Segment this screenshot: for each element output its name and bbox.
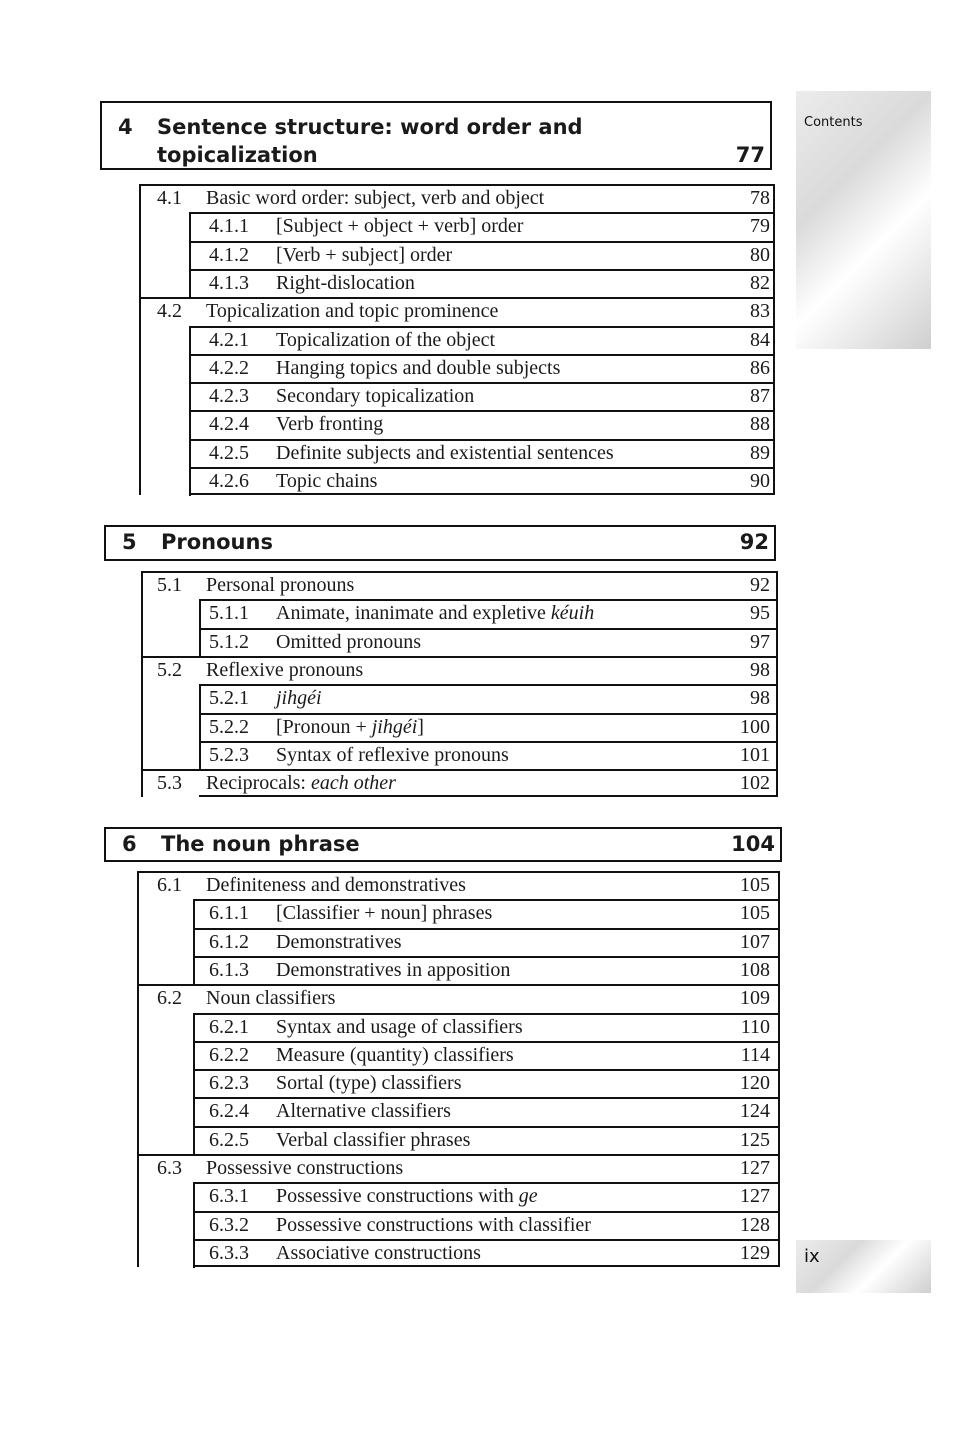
subsection-row[interactable]	[0, 713, 960, 742]
section-row[interactable]	[0, 184, 960, 213]
title-prefix: Animate, inanimate and expletive	[276, 602, 551, 625]
subsection-number: 4.2.1	[209, 328, 249, 351]
entries-right-rule	[776, 571, 778, 797]
subsection-number: 5.1.1	[209, 602, 249, 625]
section-page: 92	[750, 574, 770, 596]
subsection-title: Secondary topicalization	[276, 385, 475, 408]
subsection-title: Syntax of reflexive pronouns	[276, 743, 509, 766]
subsection-page: 98	[750, 687, 770, 710]
subsection-number: 6.2.5	[209, 1128, 249, 1151]
chapter-number: 5	[122, 530, 137, 554]
subsection-title: Measure (quantity) classifiers	[276, 1043, 514, 1066]
subsection-row[interactable]	[0, 599, 960, 628]
subsection-number: 6.3.3	[209, 1241, 249, 1264]
chapter-title: Pronouns	[161, 530, 273, 554]
chapter-title-line-2: topicalization	[157, 143, 318, 167]
section-title: Reflexive pronouns	[206, 658, 364, 681]
subsection-row[interactable]	[0, 1182, 960, 1211]
subsection-row[interactable]	[0, 326, 960, 355]
section-row[interactable]	[0, 984, 960, 1013]
subsection-page: 100	[740, 715, 770, 738]
section-page: 109	[740, 987, 770, 1010]
section-title: Basic word order: subject, verb and object	[206, 187, 545, 209]
entries-bottom-rule	[199, 795, 778, 797]
subsection-page: 82	[750, 271, 770, 294]
subsection-row[interactable]	[0, 628, 960, 657]
subsection-page: 84	[750, 328, 770, 351]
subsection-number: 6.2.1	[209, 1015, 249, 1038]
subsection-page: 101	[740, 743, 770, 766]
chapter-page: 77	[735, 143, 765, 167]
entries-bottom-rule	[193, 1265, 780, 1267]
section-row[interactable]	[0, 571, 960, 600]
subsection-page: 89	[750, 441, 770, 464]
entries-bottom-rule	[189, 493, 775, 495]
subsection-number: 6.1.3	[209, 958, 249, 981]
subsection-title: Syntax and usage of classifiers	[276, 1015, 523, 1038]
subsection-page: 105	[740, 902, 770, 925]
subsection-number: 6.2.2	[209, 1043, 249, 1066]
title-italic: ge	[518, 1185, 538, 1208]
subsection-row[interactable]	[0, 241, 960, 270]
section-number: 4.1	[157, 187, 182, 209]
subsection-number: 6.2.4	[209, 1100, 249, 1123]
section-left-rule	[141, 571, 143, 797]
section-number: 6.3	[157, 1157, 182, 1179]
subsection-page: 128	[740, 1213, 770, 1236]
subsection-page: 120	[740, 1072, 770, 1095]
subsection-number: 5.2.2	[209, 715, 249, 738]
section-title: Topicalization and topic prominence	[206, 300, 499, 323]
subsection-row[interactable]	[0, 956, 960, 985]
section-title: Personal pronouns	[206, 574, 355, 596]
contents-label: Contents	[804, 115, 863, 130]
subsection-page: 97	[750, 630, 770, 653]
subsection-title: Verbal classifier phrases	[276, 1128, 471, 1151]
section-row[interactable]	[0, 871, 960, 900]
subsection-number: 6.2.3	[209, 1072, 249, 1095]
section-left-rule	[137, 871, 139, 1267]
subsection-number: 4.2.5	[209, 441, 249, 464]
subsection-row[interactable]	[0, 1097, 960, 1126]
section-row[interactable]	[0, 1154, 960, 1183]
subsection-page: 80	[750, 243, 770, 266]
title-suffix: ]	[417, 715, 424, 738]
subsection-row[interactable]	[0, 1211, 960, 1240]
chapter-number: 4	[118, 115, 133, 139]
section-number: 6.1	[157, 874, 182, 896]
title-italic: kéuih	[550, 602, 595, 625]
subsection-title	[276, 715, 424, 739]
section-number: 5.1	[157, 574, 182, 596]
subsection-title	[276, 601, 594, 625]
subsection-page: 90	[750, 470, 770, 492]
chapter-title-line-1: Sentence structure: word order and	[157, 115, 583, 139]
subsection-title: Topic chains	[276, 470, 378, 492]
section-page: 127	[740, 1157, 770, 1179]
subsection-number: 4.2.6	[209, 470, 249, 492]
subsection-title: Alternative classifiers	[276, 1100, 451, 1123]
section-page: 83	[750, 300, 770, 323]
subsection-page: 95	[750, 602, 770, 625]
chapter-page: 104	[731, 832, 775, 856]
subsection-title: Right-dislocation	[276, 271, 415, 294]
title-italic: jihgéi	[371, 715, 418, 738]
subsection-title: [Verb + subject] order	[276, 243, 453, 266]
section-number: 6.2	[157, 987, 182, 1010]
chapter-heading[interactable]	[104, 827, 782, 862]
subsection-row[interactable]	[0, 410, 960, 439]
subsection-title: Possessive constructions with classifier	[276, 1213, 591, 1236]
title-italic: jihgéi	[276, 687, 322, 710]
subsection-number: 6.1.1	[209, 902, 249, 925]
subsection-title: Hanging topics and double subjects	[276, 356, 561, 379]
subsection-row[interactable]	[0, 899, 960, 928]
subsection-title: Topicalization of the object	[276, 328, 496, 351]
subsection-page: 87	[750, 385, 770, 408]
subsection-title: Definite subjects and existential sentences	[276, 441, 614, 464]
section-page: 78	[750, 187, 770, 209]
subsection-number: 5.2.1	[209, 687, 249, 710]
subsection-number: 4.1.1	[209, 215, 249, 238]
subsection-row[interactable]	[0, 439, 960, 468]
subsection-title: Associative constructions	[276, 1241, 481, 1264]
subsection-number: 6.3.2	[209, 1213, 249, 1236]
subsection-title: Sortal (type) classifiers	[276, 1072, 462, 1095]
subsection-number: 4.1.3	[209, 271, 249, 294]
chapter-title: The noun phrase	[161, 832, 360, 856]
subsection-page: 110	[740, 1015, 770, 1038]
subsection-row[interactable]	[0, 684, 960, 713]
subsection-title: [Subject + object + verb] order	[276, 215, 524, 238]
section-page: 105	[740, 874, 770, 896]
subsection-page: 114	[740, 1043, 770, 1066]
subsection-row[interactable]	[0, 269, 960, 298]
section-page: 102	[740, 772, 770, 795]
subsection-row[interactable]	[0, 467, 960, 496]
subsection-page: 129	[740, 1241, 770, 1264]
subsection-row[interactable]	[0, 1239, 960, 1268]
subsection-page: 125	[740, 1128, 770, 1151]
subsection-title	[276, 1184, 538, 1208]
section-title	[206, 771, 396, 795]
subsection-row[interactable]	[0, 928, 960, 957]
section-number: 5.2	[157, 658, 182, 681]
section-title: Noun classifiers	[206, 987, 336, 1010]
subsection-number: 5.1.2	[209, 630, 249, 653]
subsection-page: 108	[740, 958, 770, 981]
chapter-number: 6	[122, 832, 137, 856]
chapter-heading[interactable]	[100, 101, 772, 170]
section-title: Definiteness and demonstratives	[206, 874, 466, 896]
section-title: Possessive constructions	[206, 1157, 404, 1179]
subsection-title: Demonstratives in apposition	[276, 958, 511, 981]
subsection-page: 79	[750, 215, 770, 238]
section-page: 98	[750, 658, 770, 681]
subsection-row[interactable]	[0, 382, 960, 411]
subsection-page: 107	[740, 930, 770, 953]
section-number: 5.3	[157, 772, 182, 795]
chapter-page: 92	[739, 530, 769, 554]
subsection-row[interactable]	[0, 1126, 960, 1155]
subsection-row[interactable]	[0, 741, 960, 770]
subsection-page: 88	[750, 413, 770, 436]
subsection-number: 5.2.3	[209, 743, 249, 766]
subsection-number: 6.3.1	[209, 1185, 249, 1208]
subsection-row[interactable]	[0, 1041, 960, 1070]
title-prefix: [Pronoun +	[276, 715, 372, 738]
subsection-row[interactable]	[0, 1069, 960, 1098]
subsection-title: Omitted pronouns	[276, 630, 421, 653]
section-number: 4.2	[157, 300, 182, 323]
subsection-title	[276, 686, 322, 710]
subsection-number: 4.2.4	[209, 413, 249, 436]
subsection-number: 6.1.2	[209, 930, 249, 953]
subsection-page: 124	[740, 1100, 770, 1123]
subsection-page: 127	[740, 1185, 770, 1208]
subsection-row[interactable]	[0, 1013, 960, 1042]
title-prefix: Reciprocals:	[206, 772, 311, 795]
subsection-row[interactable]	[0, 212, 960, 241]
section-row[interactable]	[0, 297, 960, 326]
section-row[interactable]	[0, 656, 960, 685]
subsection-page: 86	[750, 356, 770, 379]
subsection-title: [Classifier + noun] phrases	[276, 902, 493, 925]
subsection-title: Verb fronting	[276, 413, 384, 436]
section-row[interactable]	[0, 769, 960, 798]
subsection-number: 4.2.2	[209, 356, 249, 379]
section-left-rule	[139, 184, 141, 495]
page-number: ix	[804, 1246, 820, 1267]
subsection-title: Demonstratives	[276, 930, 402, 953]
title-prefix: Possessive constructions with	[276, 1185, 519, 1208]
subsection-number: 4.1.2	[209, 243, 249, 266]
title-italic: each other	[310, 772, 396, 795]
subsection-number: 4.2.3	[209, 385, 249, 408]
subsection-row[interactable]	[0, 354, 960, 383]
entries-right-rule	[778, 871, 780, 1267]
chapter-heading[interactable]	[104, 525, 776, 561]
entries-right-rule	[773, 184, 775, 495]
